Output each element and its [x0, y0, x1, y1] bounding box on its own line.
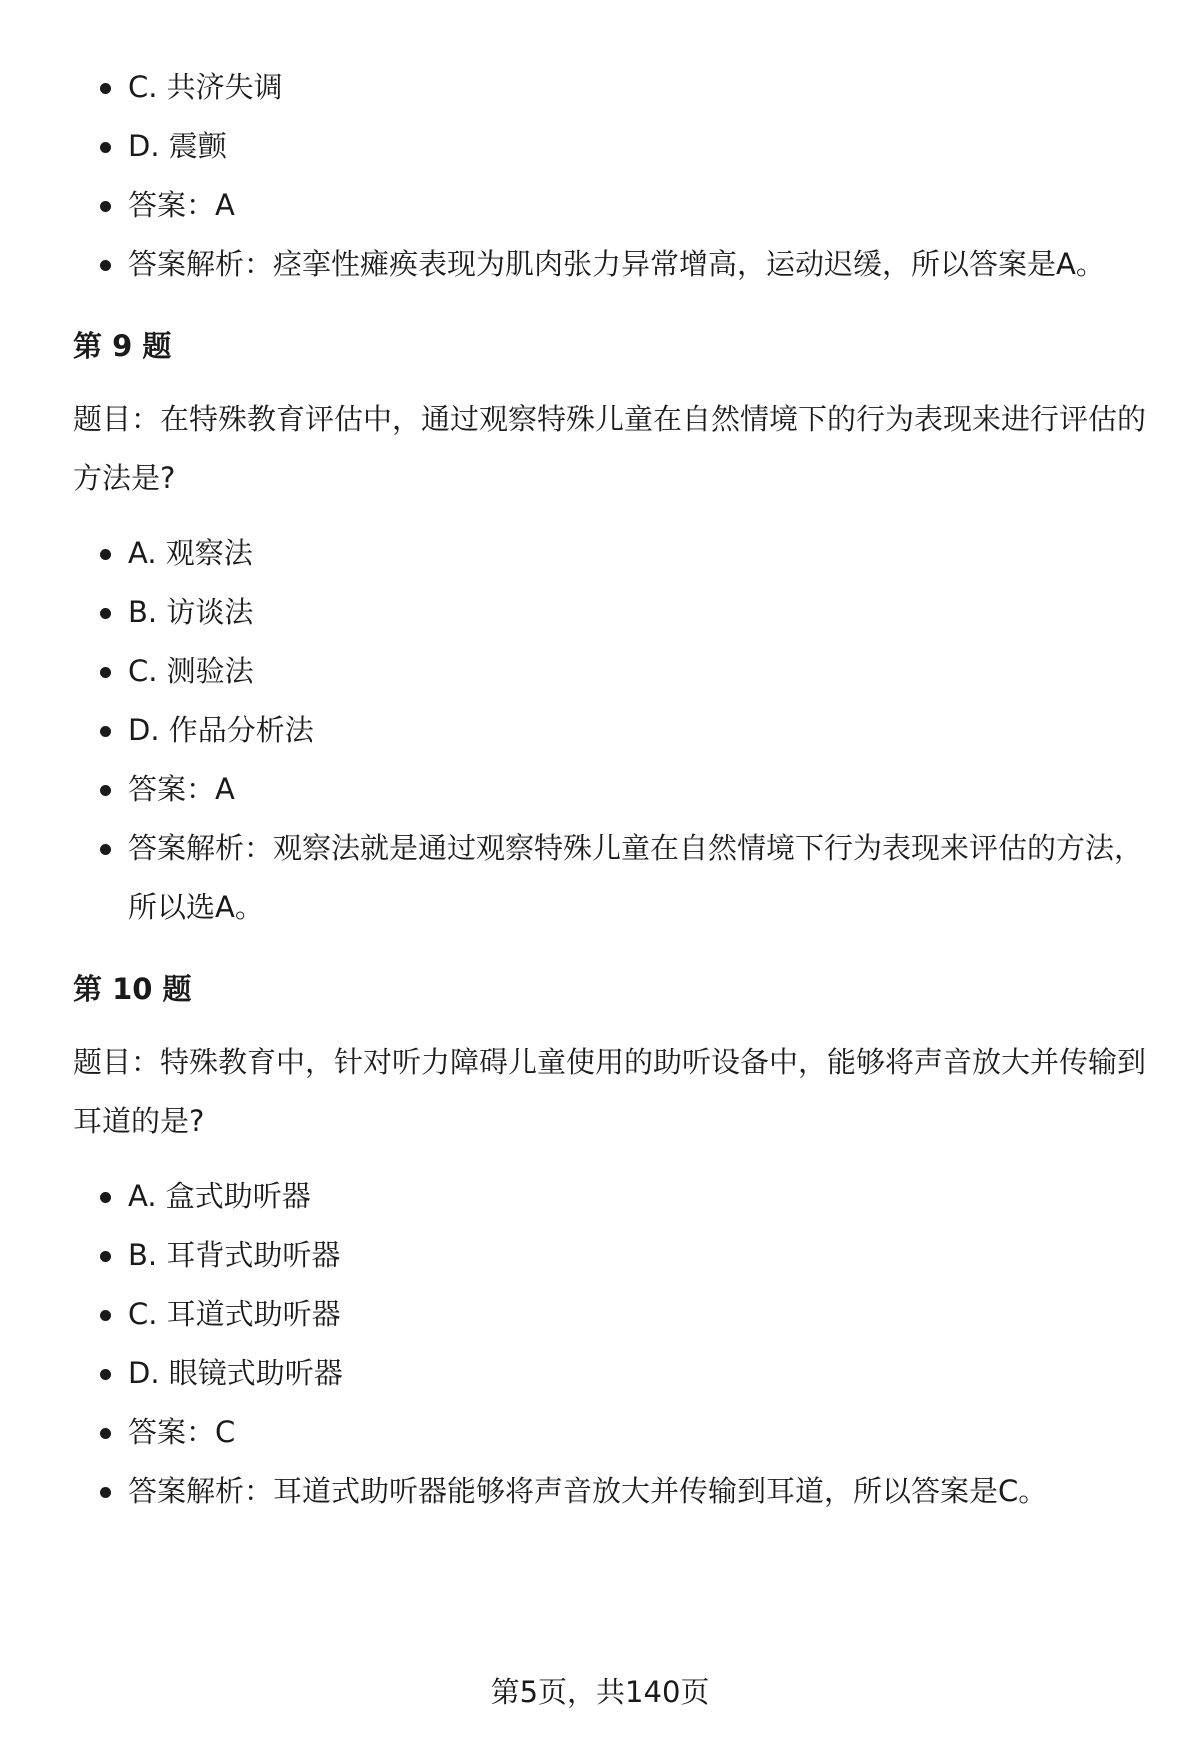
question-10-heading: 第 10 题 [73, 972, 192, 1006]
answer-explanation: 答案解析：观察法就是通过观察特殊儿童在自然情境下行为表现来评估的方法，所以选A。 [73, 819, 1153, 937]
page-content [73, 58, 1153, 1521]
page-number: 第5页，共140页 [490, 1675, 710, 1709]
option-a: A. 盒式助听器 [73, 1167, 1153, 1226]
question-9-stem: 题目：在特殊教育评估中，通过观察特殊儿童在自然情境下的行为表现来进行评估的方法是? [73, 402, 1147, 495]
option-b: B. 耳背式助听器 [73, 1226, 1153, 1285]
option-d: D. 震颤 [73, 117, 1153, 176]
option-d: D. 作品分析法 [73, 701, 1153, 760]
option-c: C. 耳道式助听器 [73, 1285, 1153, 1344]
answer-explanation: 答案解析：耳道式助听器能够将声音放大并传输到耳道，所以答案是C。 [73, 1462, 1153, 1521]
answer-explanation: 答案解析：痉挛性瘫痪表现为肌肉张力异常增高，运动迟缓，所以答案是A。 [73, 235, 1153, 294]
option-c: C. 测验法 [73, 642, 1153, 701]
answer: 答案：C [73, 1403, 1153, 1462]
prev-question-list [73, 58, 1153, 294]
question-10-options [73, 1167, 1153, 1521]
option-b: B. 访谈法 [73, 583, 1153, 642]
option-a: A. 观察法 [73, 524, 1153, 583]
question-9-options [73, 524, 1153, 937]
question-10-stem: 题目：特殊教育中，针对听力障碍儿童使用的助听设备中，能够将声音放大并传输到耳道的是? [73, 1045, 1147, 1138]
answer: 答案：A [73, 176, 1153, 235]
option-c: C. 共济失调 [73, 58, 1153, 117]
option-d: D. 眼镜式助听器 [73, 1344, 1153, 1403]
answer: 答案：A [73, 760, 1153, 819]
question-9-heading: 第 9 题 [73, 329, 172, 363]
